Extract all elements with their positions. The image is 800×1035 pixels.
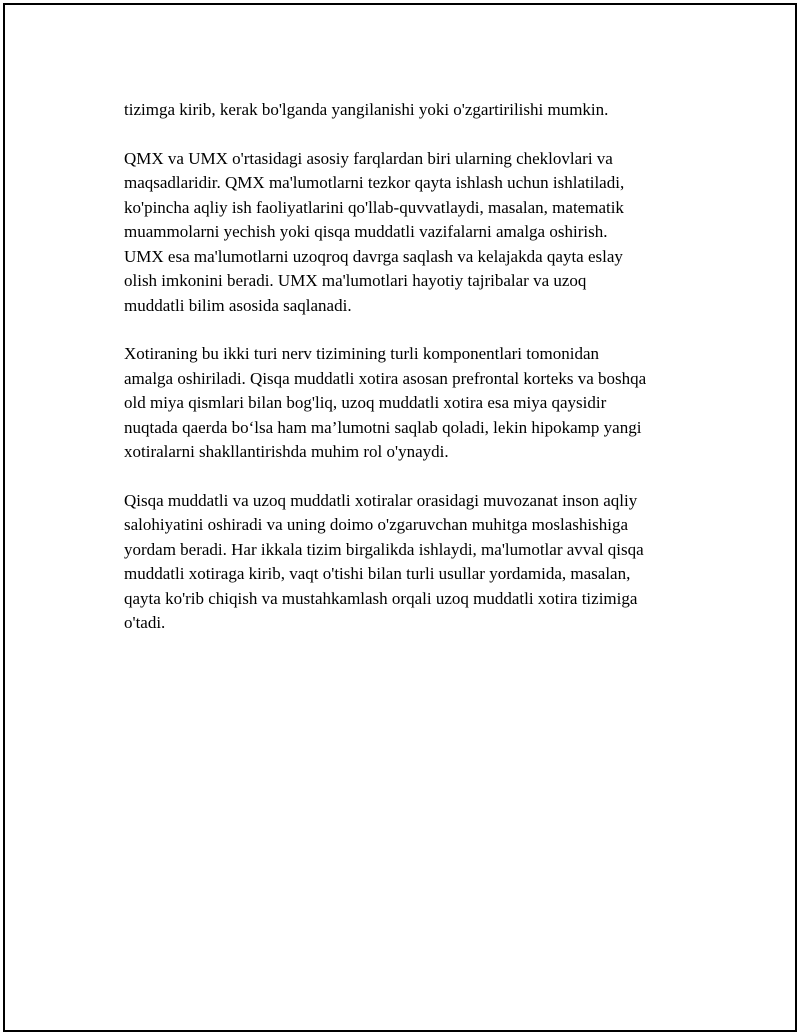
paragraph-1: tizimga kirib, kerak bo'lganda yangilanishi yoki o'zgartirilishi mumkin. xyxy=(124,100,609,119)
paragraph-4: Qisqa muddatli va uzoq muddatli xotiralar orasidagi muvozanat inson aqliy salohiyatini oshiradi va uning doimo o'zgaruvchan muhitga moslashishiga yordam beradi. Har ikkala tizim birgalikda ishlaydi, ma'lumotlar avval qisqa muddatli xotiraga kirib, vaqt o'tishi bilan turli usullar yordamida, masalan, qayta ko'rib chiqish va mustahkamlash orqali uzoq muddatli xotira tizimiga o'tadi. xyxy=(124,490,644,632)
paragraph-2: QMX va UMX o'rtasidagi asosiy farqlardan biri ularning cheklovlari va maqsadlaridir. QMX ma'lumotlarni tezkor qayta ishlash uchun ishlatiladi, ko'pincha aqliy ish faoliyatlarini qo'llab-quvvatlaydi, masalan, matematik muammolarni yechish yoki qisqa muddatli vazifalarni amalga oshirish. UMX esa ma'lumotlarni uzoqroq davrga saqlash va kelajakda qayta eslay olish imkonini beradi. UMX ma'lumotlari hayotiy tajribalar va uzoq muddatli bilim asosida saqlanadi. xyxy=(124,148,625,315)
page-body xyxy=(124,98,684,660)
document-page xyxy=(3,3,797,1032)
paragraph-3: Xotiraning bu ikki turi nerv tizimining turli komponentlari tomonidan amalga oshiriladi. Qisqa muddatli xotira asosan prefrontal korteks va boshqa old miya qismlari bilan bog'liq, uzoq muddatli xotira esa miya qaysidir nuqtada qaerda bo‘lsa ham ma’lumotni saqlab qoladi, lekin hipokamp yangi xotiralarni shakllantirishda muhim rol o'ynaydi. xyxy=(124,344,647,461)
